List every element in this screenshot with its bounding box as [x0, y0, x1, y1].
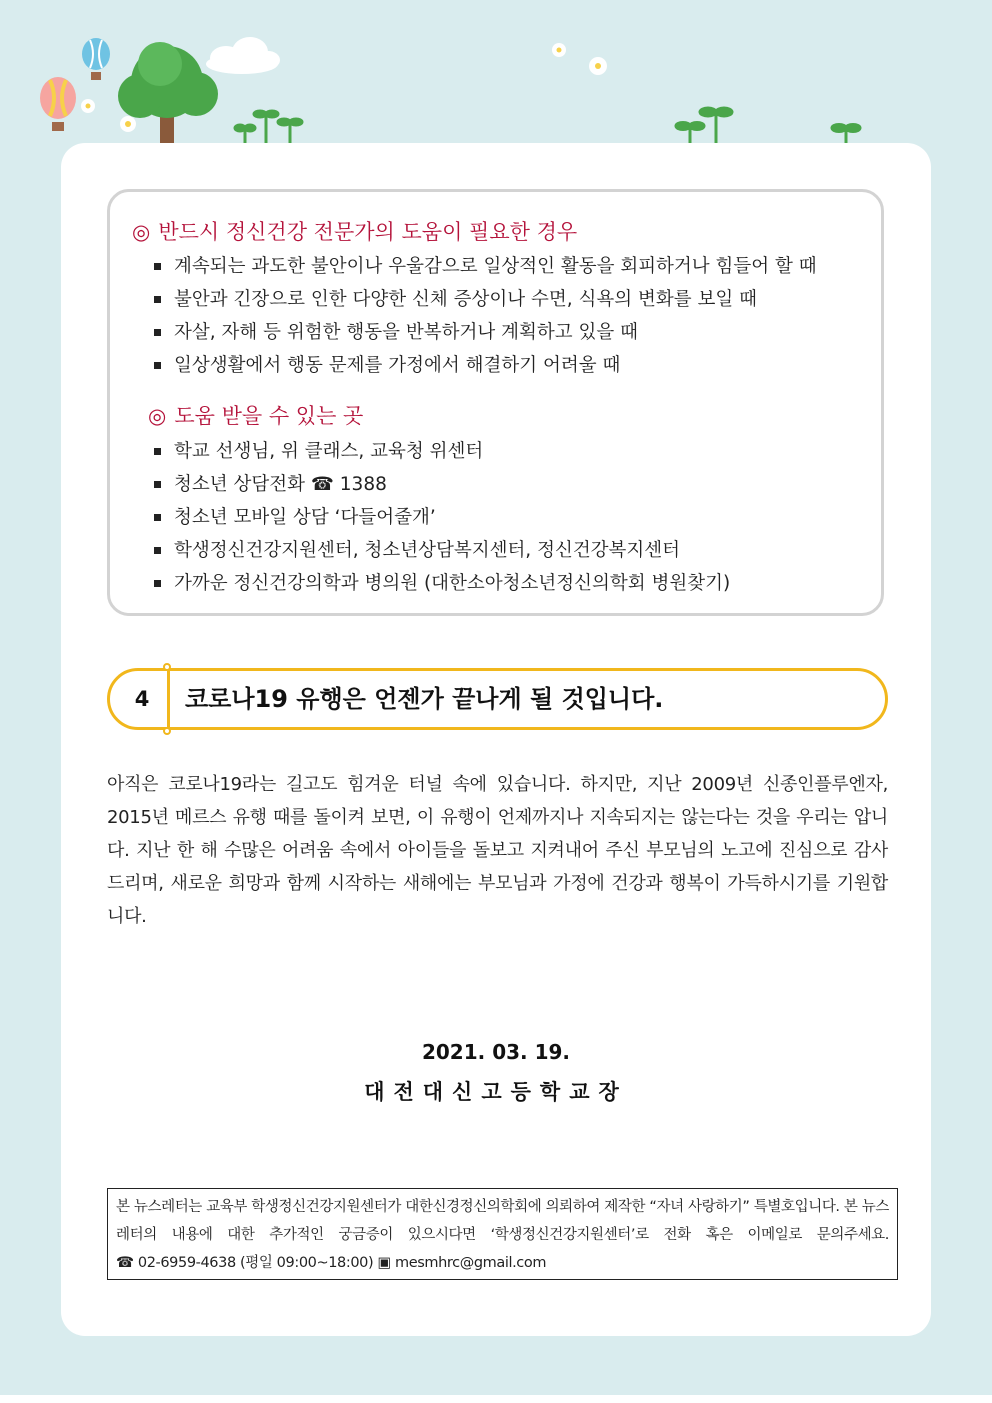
footer-text: 본 뉴스레터는 교육부 학생정신건강지원센터가 대한신경정신의학회에 의뢰하여 제작한 “자녀 사랑하기” 특별호입니다. 본 뉴스레터의 내용에 대한 추가적인 궁금증이 있으시다면 ‘학생정신건강지원센터’로 전화 혹은 이메일로 문의주세요.	[116, 1199, 889, 1243]
divider-dot-icon	[163, 663, 171, 671]
hot-air-balloon-icon	[40, 77, 76, 131]
section-4-header	[107, 668, 888, 730]
list-item: 가까운 정신건강의학과 병의원 (대한소아청소년정신의학회 병원찾기)	[152, 567, 730, 600]
divider-dot-icon	[163, 727, 171, 735]
places-section-title: ◎ 도움 받을 수 있는 곳	[148, 404, 364, 428]
school-principal: 대전대신고등학교장	[364, 1080, 628, 1104]
cloud-icon	[206, 37, 280, 74]
footer-notice	[107, 1188, 898, 1280]
double-circle-icon: ◎	[148, 404, 167, 428]
bottom-strip	[0, 1395, 992, 1403]
section-number: 4	[134, 687, 150, 711]
help-conditions-list	[152, 250, 817, 382]
hot-air-balloon-icon	[82, 38, 110, 80]
section-4-divider	[167, 671, 170, 727]
list-item: 불안과 긴장으로 인한 다양한 신체 증상이나 수면, 식욕의 변화를 보일 때	[152, 283, 817, 316]
list-item: 계속되는 과도한 불안이나 우울감으로 일상적인 활동을 회피하거나 힘들어 할 때	[152, 250, 817, 283]
publish-date: 2021. 03. 19.	[421, 1040, 571, 1064]
section-title: 코로나19 유행은 언젠가 끝나게 될 것입니다.	[185, 685, 664, 713]
footer-email: ▣ mesmhrc@gmail.com	[377, 1255, 547, 1271]
help-section-title: ◎ 반드시 정신건강 전문가의 도움이 필요한 경우	[132, 220, 578, 244]
footer-phone: ☎ 02-6959-4638 (평일 09:00~18:00)	[116, 1255, 374, 1271]
list-item: 학교 선생님, 위 클래스, 교육청 위센터	[152, 435, 730, 468]
help-places-list	[152, 435, 730, 600]
list-item: 자살, 자해 등 위험한 행동을 반복하거나 계획하고 있을 때	[152, 316, 817, 349]
closing-paragraph: 아직은 코로나19라는 길고도 힘겨운 터널 속에 있습니다. 하지만, 지난 2009년 신종인플루엔자, 2015년 메르스 유행 때를 돌이켜 보면, 이 유행이 언제까지나 지속되지는 않는다는 것을 우리는 압니다. 지난 한 해 수많은 어려움 속에서 아이들을 돌보고 지켜내어 주신 부모님의 노고에 진심으로 감사드리며, 새로운 희망과 함께 시작하는 새해에는 부모님과 가정에 건강과 행복이 가득하시기를 기원합니다.	[107, 774, 888, 927]
list-item: 청소년 상담전화 ☎ 1388	[152, 468, 730, 501]
sprout-icon	[235, 108, 860, 144]
double-circle-icon: ◎	[132, 220, 151, 244]
list-item: 일상생활에서 행동 문제를 가정에서 해결하기 어려울 때	[152, 349, 817, 382]
list-item: 청소년 모바일 상담 ‘다들어줄개’	[152, 501, 730, 534]
list-item: 학생정신건강지원센터, 청소년상담복지센터, 정신건강복지센터	[152, 534, 730, 567]
header-illustration	[0, 0, 992, 150]
help-info-box	[107, 189, 884, 616]
